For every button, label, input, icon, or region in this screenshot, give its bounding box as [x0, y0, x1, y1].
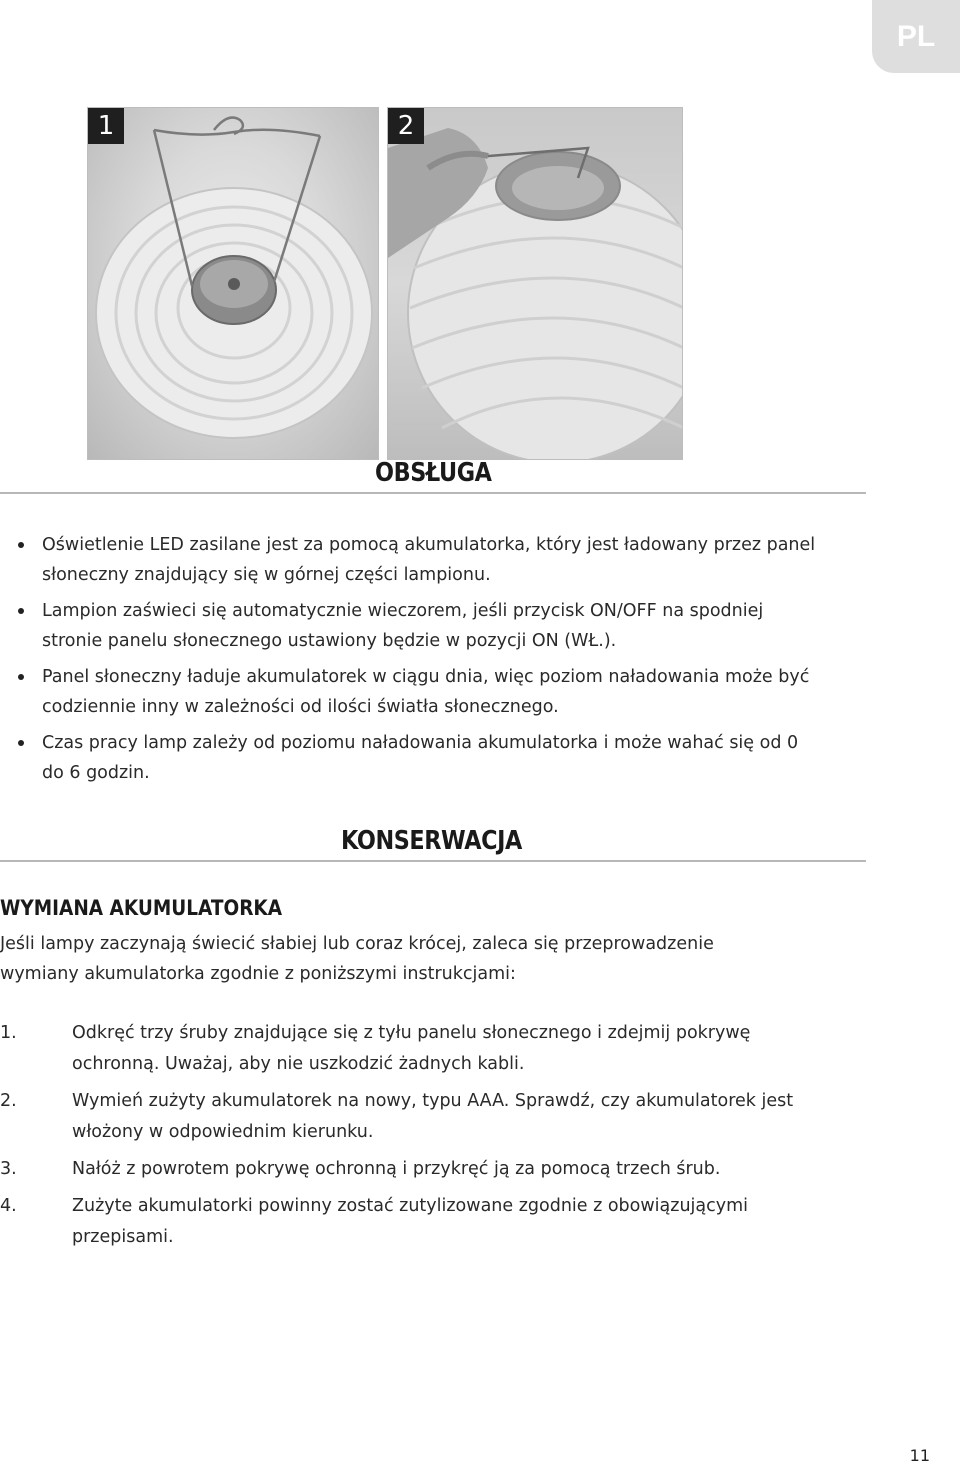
list-item	[0, 1086, 840, 1148]
replacement-steps-list	[0, 1018, 840, 1259]
step-number: 3.	[0, 1159, 17, 1179]
section-title-maintenance: KONSERWACJA	[341, 826, 522, 856]
list-item	[0, 1154, 840, 1185]
list-item: Panel słoneczny ładuje akumulatorek w ciągu dnia, więc poziom naładowania może być codziennie inny w zależności od ilości światła słonecznego.	[18, 662, 818, 722]
language-tab: PL	[872, 0, 960, 73]
list-item: Oświetlenie LED zasilane jest za pomocą akumulatorka, który jest ładowany przez panel słoneczny znajdujący się w górnej części lampionu.	[18, 530, 818, 590]
step-number: 1.	[0, 1023, 17, 1043]
photo-number-label: 1	[88, 108, 124, 144]
step-text: Nałóż z powrotem pokrywę ochronną i przykręć ją za pomocą trzech śrub.	[72, 1159, 721, 1179]
list-item: Czas pracy lamp zależy od poziomu naładowania akumulatorka i może wahać się od 0 do 6 godzin.	[18, 728, 818, 788]
page-number: 11	[909, 1446, 930, 1465]
maintenance-intro-text: Jeśli lampy zaczynają świecić słabiej lub coraz krócej, zaleca się przeprowadzenie wymiany akumulatorka zgodnie z poniższymi instrukcjami:	[0, 934, 714, 984]
step-text: Zużyte akumulatorki powinny zostać zutylizowane zgodnie z obowiązującymi przepisami.	[72, 1196, 749, 1247]
step-number: 2.	[0, 1091, 17, 1111]
list-item	[0, 1018, 840, 1080]
subheading-battery-replacement: WYMIANA AKUMULATORKA	[0, 896, 283, 920]
operation-bullet-list	[18, 530, 818, 794]
lantern-side-illustration	[388, 108, 683, 460]
step-number: 4.	[0, 1196, 17, 1216]
lantern-top-illustration	[88, 108, 379, 460]
photo-number-label: 2	[388, 108, 424, 144]
list-item: Lampion zaświeci się automatycznie wieczorem, jeśli przycisk ON/OFF na spodniej stronie panelu słonecznego ustawiony będzie w pozycji ON (WŁ.).	[18, 596, 818, 656]
photo-lantern-insert-hanger	[387, 107, 683, 460]
list-item	[0, 1191, 840, 1253]
photo-lantern-top-view	[87, 107, 379, 460]
section-divider	[0, 860, 866, 862]
section-title-operation: OBSŁUGA	[375, 458, 492, 488]
step-text: Wymień zużyty akumulatorek na nowy, typu AAA. Sprawdź, czy akumulatorek jest włożony w odpowiednim kierunku.	[72, 1091, 794, 1142]
step-text: Odkręć trzy śruby znajdujące się z tyłu panelu słonecznego i zdejmij pokrywę ochronną. Uważaj, aby nie uszkodzić żadnych kabli.	[72, 1023, 751, 1074]
section-divider	[0, 492, 866, 494]
